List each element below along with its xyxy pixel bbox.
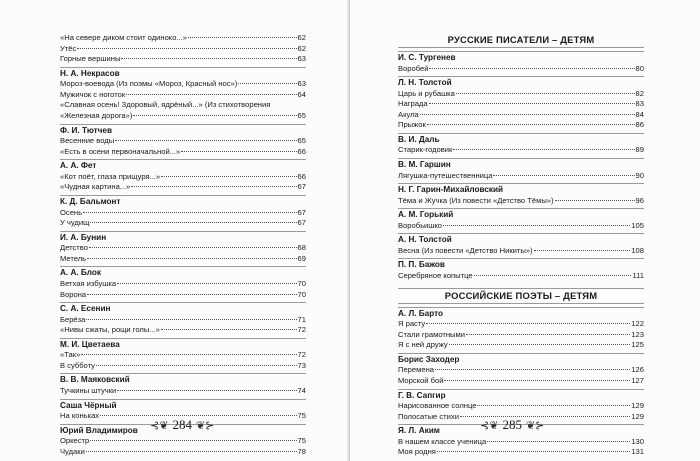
toc-entry bbox=[60, 290, 306, 301]
dot-leader bbox=[87, 258, 296, 259]
author-heading: Саша Чёрный bbox=[60, 399, 306, 412]
entry-title: Стали грамотными bbox=[398, 329, 465, 339]
toc-entry bbox=[398, 196, 644, 207]
toc-entry bbox=[60, 208, 306, 219]
author-heading: А. Л. Барто bbox=[398, 307, 644, 320]
dot-leader bbox=[161, 329, 297, 330]
author-heading: А. А. Блок bbox=[60, 266, 306, 279]
dot-leader bbox=[420, 114, 635, 115]
toc-entry bbox=[398, 271, 644, 282]
dot-leader bbox=[427, 124, 635, 125]
entry-page: 127 bbox=[631, 375, 644, 385]
author-heading: П. П. Бажов bbox=[398, 258, 644, 271]
entry-title: Серебряное копытце bbox=[398, 270, 473, 280]
entry-page: 63 bbox=[297, 79, 306, 89]
entry-title: В субботу bbox=[60, 360, 95, 370]
entry-page: 75 bbox=[297, 436, 306, 446]
toc-entry bbox=[60, 79, 306, 90]
toc-entry bbox=[398, 330, 644, 341]
entry-title: Нарисованное солнце bbox=[398, 401, 477, 410]
entry-page: 67 bbox=[297, 182, 306, 192]
dot-leader bbox=[429, 103, 635, 104]
entry-page: 64 bbox=[297, 89, 306, 99]
entry-page: 62 bbox=[297, 33, 306, 42]
entry-title: Берёза bbox=[60, 314, 86, 324]
entry-title: Полосатые стихи bbox=[398, 411, 459, 421]
dot-leader bbox=[466, 334, 630, 335]
entry-page: 65 bbox=[297, 136, 306, 146]
author-heading: А. М. Горький bbox=[398, 208, 644, 221]
page-number: 284 bbox=[172, 417, 192, 432]
author-heading: Н. Г. Гарин-Михайловский bbox=[398, 183, 644, 196]
toc-entry bbox=[398, 145, 644, 156]
page-number-footer-left bbox=[150, 417, 214, 433]
toc-entry bbox=[60, 436, 306, 447]
author-heading: В. В. Маяковский bbox=[60, 373, 306, 386]
dot-leader bbox=[449, 344, 631, 345]
entry-title: «На севере диком стоит одиноко...» bbox=[60, 33, 187, 42]
toc-entry bbox=[398, 221, 644, 232]
entry-title: Лягушка-путешественница bbox=[398, 170, 493, 180]
entry-title: Воробьишко bbox=[398, 220, 443, 230]
dot-leader bbox=[90, 222, 296, 223]
dot-leader bbox=[77, 48, 296, 49]
entry-page: 66 bbox=[297, 171, 306, 181]
entry-title: Метель bbox=[60, 253, 87, 263]
dot-leader bbox=[131, 186, 296, 187]
toc-entry bbox=[398, 365, 644, 376]
entry-title: «Чудная картина...» bbox=[60, 182, 131, 192]
toc-entry bbox=[60, 44, 306, 55]
author-heading: И. С. Тургенев bbox=[398, 51, 644, 64]
author-heading: Ф. И. Тютчев bbox=[60, 124, 306, 137]
section-title: РУССКИЕ ПИСАТЕЛИ – ДЕТЯМ bbox=[398, 33, 644, 48]
dot-leader bbox=[83, 212, 296, 213]
entry-title: Весенние воды bbox=[60, 136, 115, 146]
entry-page: 68 bbox=[297, 243, 306, 253]
dot-leader bbox=[100, 415, 296, 416]
entry-page: 72 bbox=[297, 350, 306, 360]
page-number-footer-right bbox=[480, 417, 544, 433]
dot-leader bbox=[121, 58, 296, 59]
ornament-right-icon: ❦⊱ bbox=[525, 419, 545, 432]
entry-title: Перемена bbox=[398, 365, 434, 375]
dot-leader bbox=[493, 175, 634, 176]
dot-leader bbox=[456, 93, 635, 94]
toc-entry bbox=[398, 64, 644, 75]
toc-entry bbox=[60, 386, 306, 397]
author-heading: М. И. Цветаева bbox=[60, 338, 306, 351]
author-heading: А. Н. Толстой bbox=[398, 233, 644, 246]
dot-leader bbox=[429, 68, 634, 69]
entry-page: 82 bbox=[635, 88, 644, 98]
dot-leader bbox=[86, 451, 297, 452]
toc-entry bbox=[60, 147, 306, 158]
entry-page: 66 bbox=[297, 146, 306, 156]
toc-column-left bbox=[60, 33, 306, 457]
toc-entry bbox=[398, 99, 644, 110]
entry-page: 72 bbox=[297, 325, 306, 335]
entry-title-cont: «Железная дорога») bbox=[60, 111, 133, 121]
entry-title: Моя родня bbox=[398, 447, 436, 457]
entry-title: «Есть в осени первоначальной...» bbox=[60, 146, 181, 156]
entry-title: Ветхая избушка bbox=[60, 278, 117, 288]
toc-entry bbox=[398, 246, 644, 257]
toc-entry bbox=[60, 136, 306, 147]
toc-entry bbox=[398, 437, 644, 448]
entry-title: Ворона bbox=[60, 289, 87, 299]
entry-title: Тучкины штучки bbox=[60, 385, 117, 395]
toc-entry bbox=[60, 172, 306, 183]
toc-entry bbox=[398, 120, 644, 131]
entry-page: 123 bbox=[631, 329, 644, 339]
entry-page: 90 bbox=[635, 170, 644, 180]
entry-title: Старик-годовик bbox=[398, 145, 453, 155]
toc-entry bbox=[60, 279, 306, 290]
toc-entry-line bbox=[60, 111, 306, 122]
entry-title: Осень bbox=[60, 207, 83, 217]
dot-leader bbox=[555, 200, 635, 201]
dot-leader bbox=[238, 83, 296, 84]
dot-leader bbox=[437, 451, 630, 452]
toc-entry bbox=[60, 100, 306, 121]
entry-page: 70 bbox=[297, 289, 306, 299]
entry-page: 86 bbox=[635, 120, 644, 130]
toc-entry bbox=[60, 243, 306, 254]
dot-leader bbox=[86, 319, 296, 320]
toc-entry bbox=[398, 171, 644, 182]
toc-entry bbox=[60, 325, 306, 336]
toc-entry bbox=[398, 89, 644, 100]
entry-title: Оркестр bbox=[60, 436, 90, 446]
entry-title: «Славная осень! Здоровый, ядрёный...» (Из стихотворения bbox=[60, 100, 271, 110]
dot-leader bbox=[188, 37, 297, 38]
dot-leader bbox=[426, 323, 630, 324]
entry-page: 73 bbox=[297, 360, 306, 370]
entry-title: Мужичок с ноготок bbox=[60, 89, 126, 99]
entry-page: 129 bbox=[631, 411, 644, 421]
entry-title: Весна (Из повести «Детство Никиты») bbox=[398, 245, 533, 255]
toc-entry bbox=[60, 182, 306, 193]
toc-entry bbox=[398, 401, 644, 412]
entry-page: 122 bbox=[631, 319, 644, 329]
entry-page: 131 bbox=[631, 447, 644, 457]
author-heading: Г. В. Сапгир bbox=[398, 389, 644, 402]
toc-entry bbox=[60, 254, 306, 265]
entry-page: 74 bbox=[297, 385, 306, 395]
entry-title: У чудищ bbox=[60, 218, 90, 228]
dot-leader bbox=[453, 149, 634, 150]
dot-leader bbox=[477, 405, 630, 406]
entry-title: Мороз-воевода (Из поэмы «Мороз, Красный нос») bbox=[60, 79, 238, 89]
entry-page: 70 bbox=[297, 278, 306, 288]
entry-page: 67 bbox=[297, 218, 306, 228]
toc-entry bbox=[398, 340, 644, 351]
author-heading: А. А. Фет bbox=[60, 159, 306, 172]
entry-page: 129 bbox=[631, 401, 644, 410]
entry-title: «Кот поёт, глаза прищуря...» bbox=[60, 171, 161, 181]
entry-page: 130 bbox=[631, 436, 644, 446]
entry-title: Чудаки bbox=[60, 446, 85, 456]
dot-leader bbox=[534, 250, 631, 251]
dot-leader bbox=[435, 369, 630, 370]
entry-title: Царь и рубашка bbox=[398, 88, 455, 98]
dot-leader bbox=[117, 390, 296, 391]
author-heading: В. М. Гаршин bbox=[398, 158, 644, 171]
author-heading: Л. Н. Толстой bbox=[398, 76, 644, 89]
author-heading: Юрий Владимиров bbox=[60, 424, 306, 437]
dot-leader bbox=[444, 380, 630, 381]
entry-page: 65 bbox=[297, 111, 306, 121]
entry-title: В нашем классе ученица bbox=[398, 436, 487, 446]
entry-page: 126 bbox=[631, 365, 644, 375]
dot-leader bbox=[443, 225, 630, 226]
ornament-right-icon: ❦⊱ bbox=[195, 419, 215, 432]
dot-leader bbox=[117, 283, 296, 284]
dot-leader bbox=[81, 354, 296, 355]
dot-leader bbox=[96, 365, 297, 366]
entry-title: Я с ней дружу bbox=[398, 340, 448, 350]
entry-page: 125 bbox=[631, 340, 644, 350]
entry-title: Акула bbox=[398, 109, 419, 119]
dot-leader bbox=[181, 151, 296, 152]
toc-entry-line bbox=[60, 100, 306, 111]
entry-title: Тёма и Жучка (Из повести «Детство Тёмы») bbox=[398, 195, 554, 205]
dot-leader bbox=[90, 440, 296, 441]
dot-leader bbox=[161, 176, 296, 177]
entry-page: 96 bbox=[635, 195, 644, 205]
section-title: РОССИЙСКИЕ ПОЭТЫ – ДЕТЯМ bbox=[398, 288, 644, 304]
toc-entry bbox=[60, 33, 306, 44]
ornament-left-icon: ⊰❦ bbox=[150, 419, 169, 432]
toc-entry bbox=[60, 90, 306, 101]
author-heading: В. И. Даль bbox=[398, 133, 644, 146]
toc-entry bbox=[60, 361, 306, 372]
entry-title: На коньках bbox=[60, 411, 100, 421]
author-heading: Борис Заходер bbox=[398, 353, 644, 366]
entry-title: Я расту bbox=[398, 319, 426, 329]
page-number: 285 bbox=[502, 417, 522, 432]
entry-title: Награда bbox=[398, 99, 428, 109]
entry-page: 80 bbox=[635, 63, 644, 73]
entry-page: 75 bbox=[297, 411, 306, 421]
entry-title: Воробей bbox=[398, 63, 429, 73]
entry-page: 63 bbox=[297, 54, 306, 64]
entry-title: Горные вершины bbox=[60, 54, 121, 64]
dot-leader bbox=[89, 247, 297, 248]
dot-leader bbox=[87, 294, 296, 295]
toc-entry bbox=[398, 376, 644, 387]
entry-page: 105 bbox=[631, 220, 644, 230]
entry-title: «Так» bbox=[60, 350, 81, 360]
right-page bbox=[350, 0, 700, 461]
dot-leader bbox=[115, 140, 296, 141]
entry-page: 62 bbox=[297, 43, 306, 53]
entry-page: 71 bbox=[297, 314, 306, 324]
dot-leader bbox=[474, 275, 632, 276]
author-heading: И. А. Бунин bbox=[60, 231, 306, 244]
toc-entry bbox=[60, 315, 306, 326]
dot-leader bbox=[126, 94, 296, 95]
author-heading: Н. А. Некрасов bbox=[60, 67, 306, 80]
entry-page: 111 bbox=[632, 270, 644, 280]
ornament-left-icon: ⊰❦ bbox=[480, 419, 499, 432]
dot-leader bbox=[487, 441, 630, 442]
entry-title: Прыжок bbox=[398, 120, 426, 130]
entry-page: 83 bbox=[635, 99, 644, 109]
entry-page: 78 bbox=[297, 446, 306, 456]
toc-entry bbox=[398, 447, 644, 458]
author-heading: К. Д. Бальмонт bbox=[60, 195, 306, 208]
toc-entry bbox=[60, 54, 306, 65]
toc-entry bbox=[60, 447, 306, 458]
toc-entry bbox=[60, 218, 306, 229]
entry-title: Утёс bbox=[60, 43, 77, 53]
entry-page: 108 bbox=[631, 245, 644, 255]
toc-entry bbox=[398, 319, 644, 330]
dot-leader bbox=[133, 115, 296, 116]
entry-title: Детство bbox=[60, 243, 88, 253]
toc-column-right bbox=[398, 33, 644, 458]
toc-entry bbox=[60, 350, 306, 361]
entry-page: 89 bbox=[635, 145, 644, 155]
author-heading: Я. Л. Аким bbox=[398, 424, 644, 437]
entry-page: 69 bbox=[297, 253, 306, 263]
entry-title: «Нивы сжаты, рощи голы...» bbox=[60, 325, 160, 335]
entry-title: Морской бой bbox=[398, 375, 444, 385]
entry-page: 84 bbox=[635, 109, 644, 119]
toc-entry bbox=[398, 110, 644, 121]
author-heading: С. А. Есенин bbox=[60, 302, 306, 315]
entry-page: 67 bbox=[297, 207, 306, 217]
